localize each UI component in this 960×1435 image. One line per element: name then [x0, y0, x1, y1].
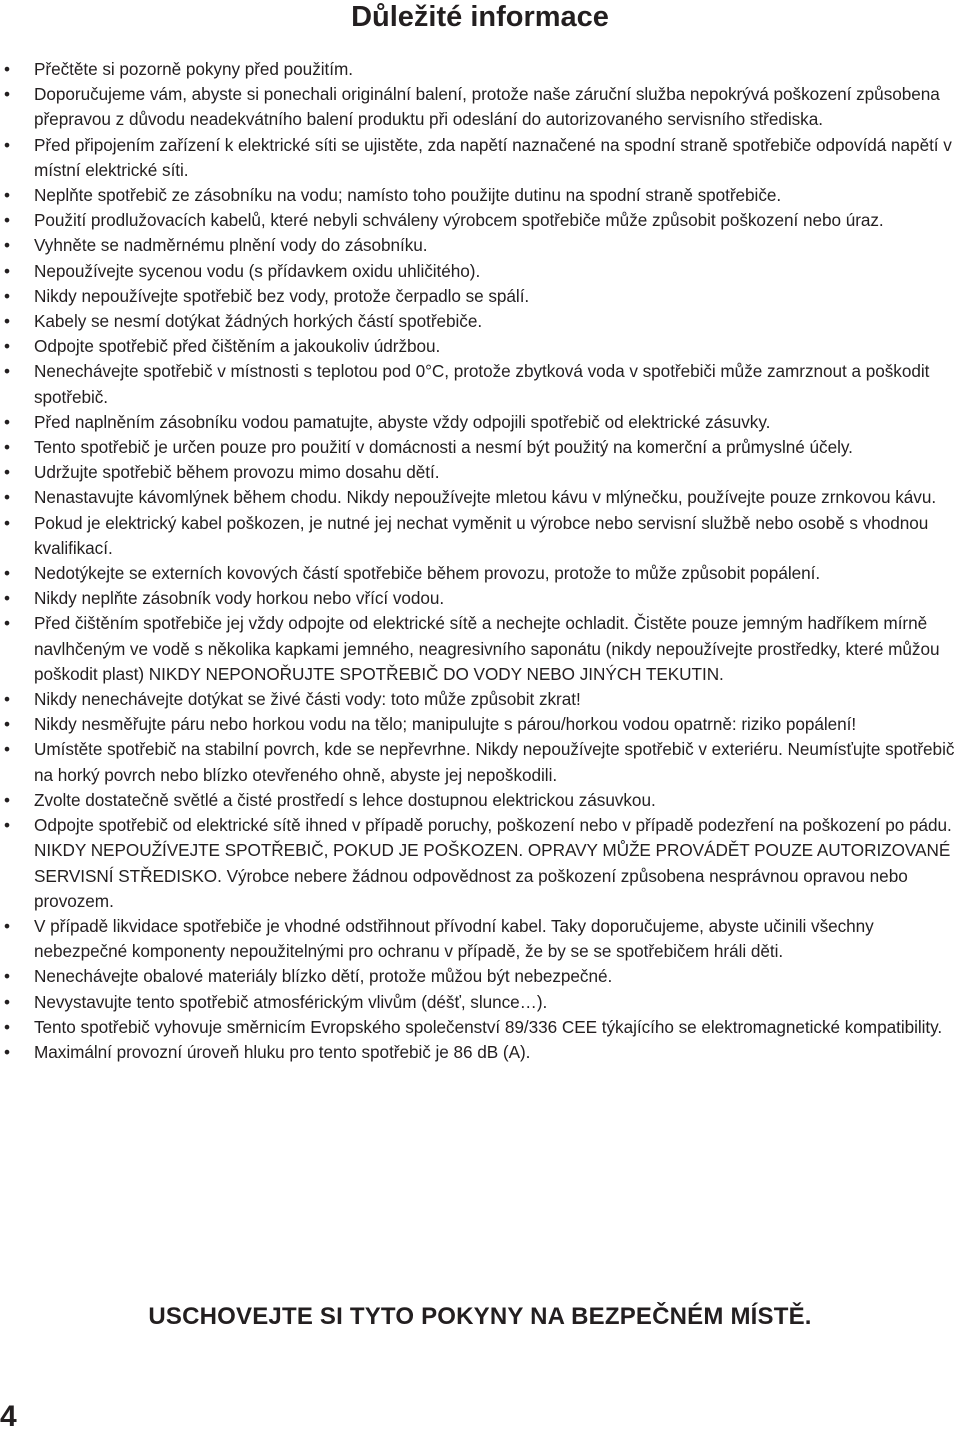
list-item-text: Nevystavujte tento spotřebič atmosférickým vlivům (déšť, slunce…). [34, 991, 548, 1012]
list-item-text: Pokud je elektrický kabel poškozen, je nutné jej nechat vyměnit u výrobce nebo servisní službě nebo osobě s vhodnou kvalifikací. [34, 512, 929, 558]
list-item [4, 133, 959, 183]
bullet-icon: • [4, 361, 10, 382]
list-item-text: Nikdy nepoužívejte spotřebič bez vody, protože čerpadlo se spálí. [34, 285, 530, 306]
list-item-text: Kabely se nesmí dotýkat žádných horkých částí spotřebiče. [34, 311, 483, 332]
bullet-icon: • [4, 210, 10, 231]
list-item [4, 82, 959, 132]
list-item-text: Tento spotřebič je určen pouze pro použití v domácnosti a nesmí být použitý na komerční a průmyslné účely. [34, 437, 853, 458]
list-item-text: Nenechávejte spotřebič v místnosti s teplotou pod 0°C, protože zbytková voda v spotřebiči může zamrznout a poškodit spotřebič. [34, 361, 930, 407]
keep-instructions-note: USCHOVEJTE SI TYTO POKYNY NA BEZPEČNÉM MÍSTĚ. [148, 1303, 812, 1330]
list-item [4, 233, 959, 258]
list-item-text: Tento spotřebič vyhovuje směrnicím Evropského společenství 89/336 CEE týkajícího se elektromagnetické kompatibility. [34, 1016, 943, 1037]
list-item [4, 208, 959, 233]
list-item-text: Udržujte spotřebič během provozu mimo dosahu dětí. [34, 462, 440, 483]
list-item [4, 990, 959, 1015]
bullet-icon: • [4, 815, 10, 836]
list-item-text: V případě likvidace spotřebiče je vhodné odstřihnout přívodní kabel. Taky doporučujeme, abyste učinili všechny nebezpečné komponenty nepoužitelnými pro ochranu v případě, že by se se spotřebičem hráli děti. [34, 915, 874, 962]
list-item-text: Odpojte spotřebič od elektrické sítě ihned v případě poruchy, poškození nebo v případě podezření na poškození po pádu. NIKDY NEPOUŽÍVEJTE SPOTŘEBIČ, POKUD JE POŠKOZEN. OPRAVY MŮŽE PROVÁDĚT POUZE AUTORIZOVANÉ SERVISNÍ STŘEDISKO. Výrobce nebere žádnou odpovědnost za poškození způsobena nesprávnou opravou nebo provozem. [34, 815, 952, 911]
bullet-icon: • [4, 235, 10, 256]
list-item [4, 788, 959, 813]
list-item-text: Vyhněte se nadměrnému plnění vody do zásobníku. [34, 235, 428, 256]
list-item [4, 1040, 959, 1065]
list-item-text: Nikdy nesměřujte páru nebo horkou vodu na tělo; manipulujte s párou/horkou vodou opatrně: riziko popálení! [34, 714, 857, 735]
bullet-icon: • [4, 311, 10, 332]
list-item [4, 410, 959, 435]
list-item-text: Přečtěte si pozorně pokyny před použitím. [34, 59, 353, 79]
list-item-text: Odpojte spotřebič před čištěním a jakoukoliv údržbou. [34, 336, 441, 357]
list-item [4, 611, 959, 687]
list-item [4, 586, 959, 611]
list-item [4, 460, 959, 485]
bullet-icon: • [4, 512, 10, 533]
list-item [4, 813, 959, 914]
list-item [4, 687, 959, 712]
list-item [4, 737, 959, 787]
bullet-icon: • [4, 689, 10, 710]
list-item-text: Před připojením zařízení k elektrické síti se ujistěte, zda napětí naznačené na spodní straně spotřebiče odpovídá napětí v místní elektrické síti. [34, 134, 952, 180]
list-item [4, 964, 959, 989]
bullet-icon: • [4, 563, 10, 584]
list-item-text: Doporučujeme vám, abyste si ponechali originální balení, protože naše záruční služba nepokrývá poškození způsobena přepravou z důvodu neadekvátního balení produktu při odeslání do autorizovaného servisního střediska. [34, 84, 940, 130]
bullet-icon: • [4, 789, 10, 810]
list-item-text: Neplňte spotřebič ze zásobníku na vodu; namísto toho použijte dutinu na spodní straně spotřebiče. [34, 185, 782, 206]
list-item [4, 183, 959, 208]
page-title: Důležité informace [351, 1, 609, 33]
bullet-icon: • [4, 487, 10, 508]
bullet-icon: • [4, 437, 10, 458]
bullet-icon: • [4, 714, 10, 735]
list-item-text: Zvolte dostatečně světlé a čisté prostředí s lehce dostupnou elektrickou zásuvkou. [34, 789, 656, 810]
list-item-text: Nepoužívejte sycenou vodu (s přídavkem oxidu uhličitého). [34, 260, 481, 281]
list-item [4, 914, 959, 964]
list-item [4, 1015, 959, 1040]
list-item [4, 561, 959, 586]
bullet-icon: • [4, 84, 10, 105]
list-item [4, 284, 959, 309]
list-item [4, 259, 959, 284]
list-item [4, 435, 959, 460]
bullet-icon: • [4, 185, 10, 206]
bullet-icon: • [4, 991, 10, 1012]
list-item-text: Umístěte spotřebič na stabilní povrch, kde se nepřevrhne. Nikdy nepoužívejte spotřebič v exteriéru. Neumísťujte spotřebič na horký povrch nebo blízko otevřeného ohně, abyste jej nepoškodili. [34, 739, 955, 785]
bullet-icon: • [4, 1016, 10, 1037]
list-item-text: Nikdy neplňte zásobník vody horkou nebo vřící vodou. [34, 588, 445, 609]
bullet-icon: • [4, 1041, 10, 1062]
bullet-icon: • [4, 915, 10, 936]
list-item-text: Nenechávejte obalové materiály blízko dětí, protože můžou být nebezpečné. [34, 966, 613, 987]
bullet-icon: • [4, 966, 10, 987]
list-item [4, 57, 959, 82]
list-item [4, 359, 959, 409]
list-item-text: Nenastavujte kávomlýnek během chodu. Nikdy nepoužívejte mletou kávu v mlýnečku, používejte pouze zrnkovou kávu. [34, 487, 937, 508]
bullet-icon: • [4, 588, 10, 609]
page-number: 4 [0, 1400, 17, 1433]
list-item [4, 712, 959, 737]
bullet-icon: • [4, 134, 10, 155]
list-item [4, 485, 959, 510]
bullet-icon: • [4, 613, 10, 634]
bullet-icon: • [4, 59, 10, 79]
bullet-icon: • [4, 285, 10, 306]
list-item-text: Nikdy nenechávejte dotýkat se živé části vody: toto může způsobit zkrat! [34, 689, 581, 710]
list-item [4, 309, 959, 334]
bullet-icon: • [4, 260, 10, 281]
list-item-text: Maximální provozní úroveň hluku pro tento spotřebič je 86 dB (A). [34, 1041, 531, 1062]
bullet-icon: • [4, 462, 10, 483]
bullet-icon: • [4, 411, 10, 432]
bullet-icon: • [4, 739, 10, 760]
list-item-text: Použití prodlužovacích kabelů, které nebyli schváleny výrobcem spotřebiče může způsobit poškození nebo úraz. [34, 210, 884, 231]
safety-instructions-list [4, 57, 959, 1065]
list-item-text: Nedotýkejte se externích kovových částí spotřebiče během provozu, protože to může způsobit popálení. [34, 563, 821, 584]
list-item-text: Před čištěním spotřebiče jej vždy odpojte od elektrické sítě a nechejte ochladit. Čistěte pouze jemným hadříkem mírně navlhčeným ve vodě s několika kapkami jemného, neagresivního saponátu (nikdy nepoužívejte prostředky, které můžou poškodit plast) NIKDY NEPONOŘUJTE SPOTŘEBIČ DO VODY NEBO JINÝCH TEKUTIN. [34, 613, 940, 684]
list-item [4, 334, 959, 359]
list-item-text: Před naplněním zásobníku vodou pamatujte, abyste vždy odpojili spotřebič od elektrické zásuvky. [34, 411, 771, 432]
bullet-icon: • [4, 336, 10, 357]
list-item [4, 511, 959, 561]
